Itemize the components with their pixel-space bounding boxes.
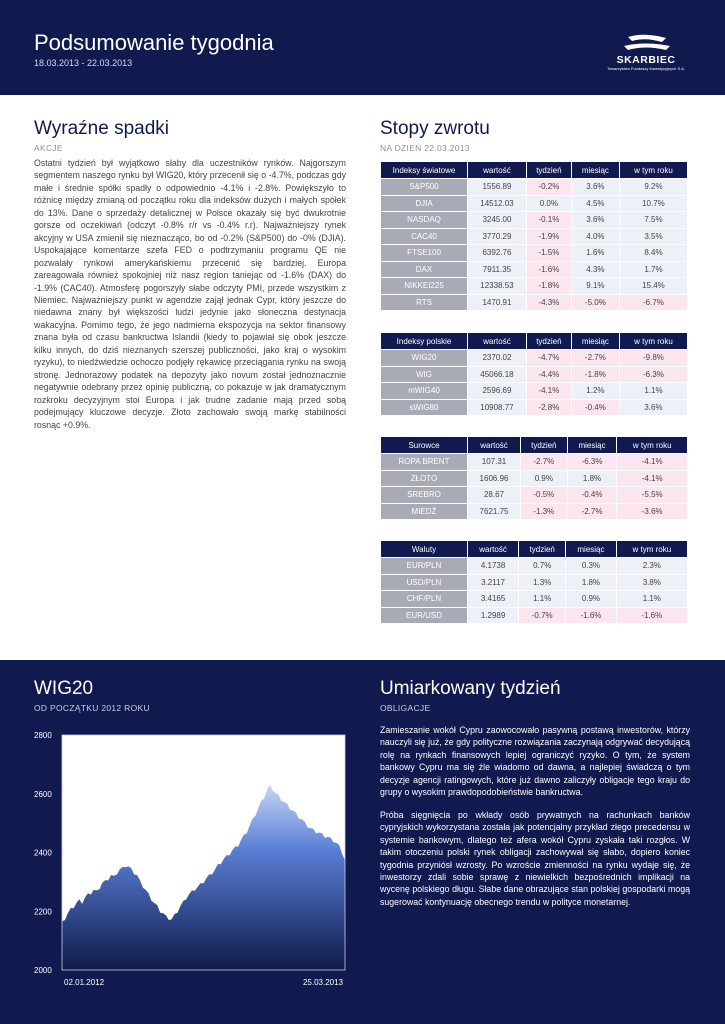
value-cell: -1.3%: [521, 504, 567, 520]
table-row: [381, 350, 687, 366]
value-cell: 1556.89: [468, 179, 526, 195]
column-header: w tym roku: [617, 541, 687, 557]
column-header: tydzień: [519, 541, 565, 557]
table-row: [381, 278, 687, 294]
table-row: [381, 504, 687, 520]
column-header: miesiąc: [568, 437, 617, 453]
y-tick-label: 2800: [34, 731, 52, 740]
column-header: Indeksy światowe: [381, 162, 467, 178]
table-row: [381, 591, 687, 607]
value-cell: -0.5%: [521, 487, 567, 503]
value-cell: 1.2989: [468, 608, 518, 624]
value-cell: -4.1%: [617, 454, 687, 470]
table-row: [381, 245, 687, 261]
table-row: [381, 400, 687, 416]
column-header: Surowce: [381, 437, 467, 453]
table-row: [381, 212, 687, 228]
row-name-cell: CHF/PLN: [381, 591, 467, 607]
row-name-cell: FTSE100: [381, 245, 467, 261]
table-row: [381, 487, 687, 503]
value-cell: 10908.77: [468, 400, 526, 416]
value-cell: 3.6%: [620, 400, 687, 416]
table-row: [381, 295, 687, 311]
value-cell: 4.3%: [572, 262, 619, 278]
value-cell: 3.4165: [468, 591, 518, 607]
value-cell: -2.8%: [527, 400, 571, 416]
value-cell: -6.7%: [620, 295, 687, 311]
table-polish-indices: [380, 332, 688, 416]
bonds-text: [380, 724, 690, 918]
value-cell: 4.5%: [572, 196, 619, 212]
table-commodities: [380, 436, 688, 520]
value-cell: -5.5%: [617, 487, 687, 503]
y-tick-label: 2000: [34, 966, 52, 975]
section-title-bonds: Umiarkowany tydzień: [380, 678, 561, 699]
row-name-cell: WIG20: [381, 350, 467, 366]
logo-name: SKARBIEC: [616, 54, 676, 66]
row-name-cell: CAC40: [381, 229, 467, 245]
value-cell: 1.1%: [519, 591, 565, 607]
column-header: w tym roku: [620, 162, 687, 178]
table-header-row: [381, 541, 687, 557]
row-name-cell: S&P500: [381, 179, 467, 195]
value-cell: 7.5%: [620, 212, 687, 228]
value-cell: 12338.53: [468, 278, 526, 294]
column-header: tydzień: [527, 333, 571, 349]
value-cell: -2.7%: [572, 350, 619, 366]
table-row: [381, 383, 687, 399]
table-header-row: [381, 333, 687, 349]
value-cell: 3.6%: [572, 179, 619, 195]
table-row: [381, 454, 687, 470]
column-header: wartość: [468, 437, 520, 453]
row-name-cell: WIG: [381, 367, 467, 383]
column-header: miesiąc: [566, 541, 615, 557]
page-header: [0, 0, 725, 95]
row-name-cell: RTS: [381, 295, 467, 311]
logo-mark-icon: [600, 33, 690, 55]
table-currencies: [380, 540, 688, 624]
value-cell: 0.9%: [566, 591, 615, 607]
value-cell: -6.3%: [568, 454, 617, 470]
value-cell: -1.9%: [527, 229, 571, 245]
value-cell: 2596.69: [468, 383, 526, 399]
value-cell: 0.0%: [527, 196, 571, 212]
value-cell: -0.1%: [527, 212, 571, 228]
x-tick-label: 25.03.2013: [302, 978, 343, 987]
section-subtitle-stocks: AKCJE: [34, 143, 63, 153]
value-cell: 1.1%: [617, 591, 687, 607]
value-cell: 1470.91: [468, 295, 526, 311]
value-cell: 107.31: [468, 454, 520, 470]
value-cell: -2.7%: [521, 454, 567, 470]
value-cell: -6.3%: [620, 367, 687, 383]
table-row: [381, 471, 687, 487]
column-header: tydzień: [527, 162, 571, 178]
logo-subtitle: Towarzystwo Funduszy Inwestycyjnych S.A.: [606, 66, 686, 71]
column-header: w tym roku: [620, 333, 687, 349]
value-cell: 6392.76: [468, 245, 526, 261]
value-cell: -0.2%: [527, 179, 571, 195]
value-cell: -1.8%: [572, 367, 619, 383]
value-cell: 1.3%: [519, 575, 565, 591]
wig20-chart: [0, 725, 360, 1005]
value-cell: -0.4%: [568, 487, 617, 503]
column-header: tydzień: [521, 437, 567, 453]
row-name-cell: MIEDŹ: [381, 504, 467, 520]
column-header: Waluty: [381, 541, 467, 557]
value-cell: -3.6%: [617, 504, 687, 520]
value-cell: 9.2%: [620, 179, 687, 195]
page-title: Podsumowanie tygodnia: [34, 30, 274, 55]
value-cell: -2.7%: [568, 504, 617, 520]
table-row: [381, 367, 687, 383]
bonds-paragraph-2: Próba sięgnięcia po wkłady osób prywatnych na rachunkach banków cypryjskich wykorzystana została jak potencjalny przykład złego precedensu w systemie bankowym, dlatego też afera wokół Cypru zyskała taki rozgłos. W takim otoczeniu polski rynek obligacji zachowywał się słabo, dopiero koniec tygodnia przyniósł wzrosty. Po wzroście zmienności na rynku wydaje się, że inwestorzy zdali sobie sprawę z niewielkich bezpośrednich implikacji na wycenę polskiego długu. Słabe dane obrazujące stan polskiej gospodarki mogą sugerować kontynuację obecnego trendu w polityce monetarnej.: [380, 809, 690, 907]
table-row: [381, 179, 687, 195]
row-name-cell: NASDAQ: [381, 212, 467, 228]
section-subtitle-wig20: OD POCZĄTKU 2012 ROKU: [34, 703, 150, 713]
value-cell: 8.4%: [620, 245, 687, 261]
value-cell: 10.7%: [620, 196, 687, 212]
value-cell: -4.1%: [617, 471, 687, 487]
y-tick-label: 2600: [34, 789, 52, 799]
section-title-wig20: WIG20: [34, 678, 94, 699]
value-cell: -1.5%: [527, 245, 571, 261]
value-cell: -9.8%: [620, 350, 687, 366]
value-cell: -4.4%: [527, 367, 571, 383]
value-cell: 3245.00: [468, 212, 526, 228]
table-header-row: [381, 162, 687, 178]
row-name-cell: SREBRO: [381, 487, 467, 503]
row-name-cell: EUR/USD: [381, 608, 467, 624]
row-name-cell: NIKKEI225: [381, 278, 467, 294]
value-cell: -0.7%: [519, 608, 565, 624]
column-header: wartość: [468, 162, 526, 178]
value-cell: 28.67: [468, 487, 520, 503]
x-tick-label: 02.01.2012: [64, 978, 105, 987]
table-row: [381, 229, 687, 245]
column-header: w tym roku: [617, 437, 687, 453]
skarbiec-logo: [600, 33, 690, 73]
value-cell: 4.0%: [572, 229, 619, 245]
column-header: Indeksy polskie: [381, 333, 467, 349]
table-row: [381, 558, 687, 574]
column-header: wartość: [468, 541, 518, 557]
section-subtitle-returns: NA DZIEŃ 22.03.2013: [380, 143, 470, 153]
stocks-text: [34, 157, 346, 441]
value-cell: 0.7%: [519, 558, 565, 574]
value-cell: 2.3%: [617, 558, 687, 574]
value-cell: 1.2%: [572, 383, 619, 399]
value-cell: -5.0%: [572, 295, 619, 311]
value-cell: 1606.96: [468, 471, 520, 487]
section-title-returns: Stopy zwrotu: [380, 118, 490, 139]
table-row: [381, 608, 687, 624]
value-cell: -4.7%: [527, 350, 571, 366]
value-cell: -4.1%: [527, 383, 571, 399]
bonds-paragraph-1: Zamieszanie wokół Cypru zaowocowało pasywną postawą inwestorów, którzy nauczyli się już, że gdy polityczne rozwiązania zaczynają odgrywać decydującą rolę na rynkach finansowych lepiej ograniczyć ryzyko. O tym, że system bankowy Cypru ma się źle wiadomo od dawna, a najlepiej świadczą o tym decyzje agencji ratingowych, które już dawno zaliczyły obligacje tego kraju do grupy o wysokim prawdopodobieństwie bankructwa.: [380, 725, 690, 798]
value-cell: 9.1%: [572, 278, 619, 294]
row-name-cell: ZŁOTO: [381, 471, 467, 487]
column-header: miesiąc: [572, 162, 619, 178]
y-tick-label: 2400: [34, 848, 52, 858]
value-cell: 4.1738: [468, 558, 518, 574]
stocks-paragraph: Ostatni tydzień był wyjątkowo słaby dla uczestników rynków. Najgorszym segmentem naszego rynku był WIG20, który przecenił się o -4.7%, podczas gdy małe i średnie spółki spadły o odpowiednio -4.1% i -2.8%. Powiększyło to różnicę między zmianą od początku roku dla indeksów dużych i małych spółek do 13%. Dane o sprzedaży detalicznej w Polsce okazały się być dwukrotnie gorsze od oczekiwań (odczyt -0.8% r/r vs -0.4% r.r). Najważniejszy rynek akcyjny w USA zmienił się nieznacząco, bo od -0.2% (S&P500) do -0% (DJIA). Uspokajające komentarze szefa FED o podtrzymaniu programu QE nie pozwalały rynkowi amerykańskiemu przecenić się bardziej. Europa zareagowała również spokojniej niż nasz region taniejąc od -1.6% (DAX) do -1.9% (CAC40). Atmosferę pogorszyły słabe odczyty PMI, przede wszystkim z Niemiec. Najważniejszy punkt w agendzie zajął jednak Cypr, który jeszcze do niedawna znany był większości ludzi jedynie jako słoneczna destynacja wakacyjna. Pomimo tego, że jego nadmierna ekspozycja na sektor finansowy znana była od czasu bankructwa Islandii (kiedy to pojawiał się obok jeszcze kilku innych, do dziś nieznanych szerszej publiczności, jako kraj o wysokim ryzyku), to niedźwiedzie ochoczo podjęły rękawicę przeciągania rynku na swoją stronę. Jednorazowy podatek na depozyty jako novum został jednoznacznie negatywnie odebrany przez opinię publiczną, co pokazuje w jak dramatycznym rozkroku decyzyjnym stoi Europa i jak trudne zadanie mają przed sobą podejmujący kluczowe decyzje. Złoto zachowało swoją markę stabilności rosnąc +0.9%.: [34, 158, 346, 430]
section-subtitle-bonds: OBLIGACJE: [380, 703, 431, 713]
table-row: [381, 196, 687, 212]
row-name-cell: mWIG40: [381, 383, 467, 399]
value-cell: 1.1%: [620, 383, 687, 399]
row-name-cell: USD/PLN: [381, 575, 467, 591]
value-cell: 1.6%: [572, 245, 619, 261]
value-cell: -1.6%: [566, 608, 615, 624]
row-name-cell: DAX: [381, 262, 467, 278]
table-world-indices: [380, 161, 688, 311]
value-cell: -1.8%: [527, 278, 571, 294]
value-cell: 3.5%: [620, 229, 687, 245]
value-cell: 3.2117: [468, 575, 518, 591]
table-header-row: [381, 437, 687, 453]
value-cell: 0.9%: [521, 471, 567, 487]
value-cell: 2370.02: [468, 350, 526, 366]
value-cell: 7911.35: [468, 262, 526, 278]
value-cell: 1.8%: [568, 471, 617, 487]
value-cell: 1.8%: [566, 575, 615, 591]
value-cell: -4.3%: [527, 295, 571, 311]
value-cell: 7621.75: [468, 504, 520, 520]
value-cell: 3770.29: [468, 229, 526, 245]
value-cell: 3.6%: [572, 212, 619, 228]
value-cell: 14512.03: [468, 196, 526, 212]
value-cell: 0.3%: [566, 558, 615, 574]
value-cell: -1.6%: [527, 262, 571, 278]
section-title-stocks: Wyraźne spadki: [34, 118, 169, 139]
value-cell: -1.6%: [617, 608, 687, 624]
row-name-cell: EUR/PLN: [381, 558, 467, 574]
column-header: wartość: [468, 333, 526, 349]
table-row: [381, 575, 687, 591]
table-row: [381, 262, 687, 278]
date-range: 18.03.2013 - 22.03.2013: [34, 58, 133, 68]
column-header: miesiąc: [572, 333, 619, 349]
y-tick-label: 2200: [34, 907, 52, 917]
row-name-cell: sWIG80: [381, 400, 467, 416]
value-cell: 1.7%: [620, 262, 687, 278]
value-cell: -0.4%: [572, 400, 619, 416]
row-name-cell: DJIA: [381, 196, 467, 212]
value-cell: 3.8%: [617, 575, 687, 591]
value-cell: 15.4%: [620, 278, 687, 294]
value-cell: 45066.18: [468, 367, 526, 383]
row-name-cell: ROPA BRENT: [381, 454, 467, 470]
